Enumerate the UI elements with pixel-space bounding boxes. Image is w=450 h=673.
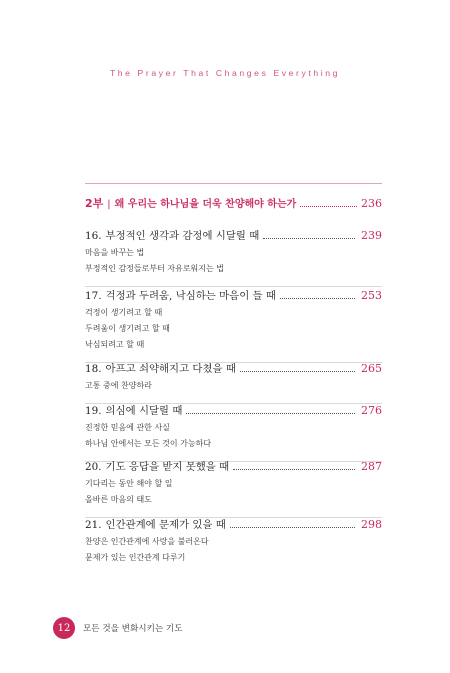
chapter-subtopic: 문제가 있는 인간관계 다루기: [85, 553, 186, 562]
chapter-page-number: 287: [361, 460, 382, 473]
chapter-page-number: 298: [361, 518, 382, 531]
toc-entry: [85, 516, 382, 563]
section-rule: [85, 183, 382, 184]
chapter-subtopic: 진정한 믿음에 관한 사실: [85, 423, 170, 432]
chapter-number: 17.: [85, 290, 102, 302]
dot-leader: [186, 413, 355, 414]
footer-book-title: 모든 것을 변화시키는 기도: [83, 624, 183, 634]
toc-entry: [85, 402, 382, 462]
toc-entry: [85, 360, 382, 404]
dot-leader: [240, 371, 355, 372]
dot-leader: [263, 238, 355, 239]
chapter-page-number: 265: [361, 362, 382, 375]
chapter-subtopic: 고통 중에 찬양하라: [85, 381, 152, 390]
chapter-page-number: 239: [361, 229, 382, 242]
toc-entry: [85, 458, 382, 518]
chapter-title: 인간관계에 문제가 있을 때: [105, 519, 226, 531]
dot-leader: [230, 527, 355, 528]
chapter-number: 18.: [85, 363, 102, 375]
dot-leader: [280, 298, 355, 299]
page-number-badge: 12: [53, 617, 75, 639]
chapter-subtopic: 올바른 마음의 태도: [85, 495, 152, 504]
chapter-subtopic: 마음을 바꾸는 법: [85, 248, 145, 257]
chapter-page-number: 253: [361, 289, 382, 302]
chapter-title: 의심에 시달릴 때: [105, 405, 183, 417]
chapter-subtopic: 부정적인 감정들로부터 자유로워지는 법: [85, 264, 225, 273]
chapter-page-number: 276: [361, 404, 382, 417]
chapter-subtopic: 찬양은 인간관계에 사랑을 불러온다: [85, 537, 209, 546]
chapter-subtopic: 낙심되려고 할 때: [85, 340, 145, 349]
chapter-number: 19.: [85, 405, 102, 417]
toc-entry: [85, 227, 382, 287]
dot-leader: [233, 469, 355, 470]
running-title: The Prayer That Changes Everything: [109, 68, 341, 78]
chapter-subtopic: 하나님 안에서는 모든 것이 가능하다: [85, 439, 212, 448]
dot-leader: [300, 206, 357, 207]
chapter-subtopic: 두려움이 생기려고 할 때: [85, 324, 170, 333]
chapter-title: 걱정과 두려움, 낙심하는 마음이 들 때: [105, 290, 276, 302]
chapter-subtopic: 기다리는 동안 해야 할 일: [85, 479, 173, 488]
toc-entry: [85, 287, 382, 363]
chapter-number: 16.: [85, 230, 102, 242]
chapter-title: 아프고 쇠약해지고 다쳤을 때: [105, 363, 236, 375]
page-footer: [53, 617, 183, 639]
chapter-number: 20.: [85, 461, 102, 473]
chapter-title: 부정적인 생각과 감정에 시달릴 때: [105, 230, 260, 242]
part-title: 왜 우리는 하나님을 더욱 찬양해야 하는가: [114, 199, 297, 210]
part-page-number: 236: [361, 197, 382, 210]
part-heading: [85, 195, 382, 211]
chapter-number: 21.: [85, 519, 102, 531]
chapter-title: 기도 응답을 받지 못했을 때: [105, 461, 230, 473]
part-separator: |: [107, 199, 111, 210]
chapter-subtopic: 걱정이 생기려고 할 때: [85, 308, 163, 317]
part-number: 2부: [85, 197, 104, 210]
